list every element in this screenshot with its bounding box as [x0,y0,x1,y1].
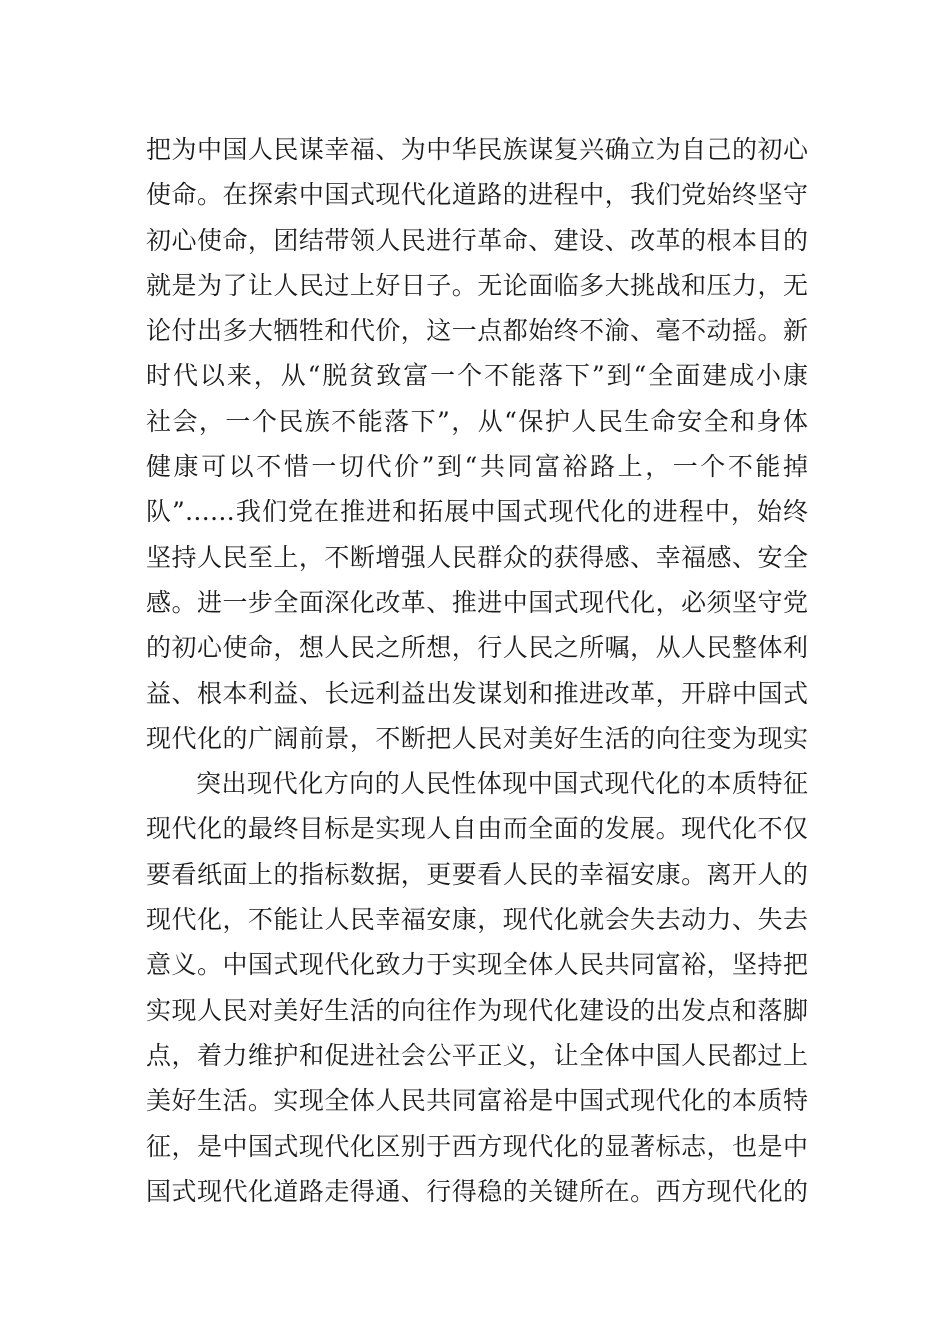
text-line: 现代化，不能让人民幸福安康，现代化就会失去动力、失去 [146,905,808,935]
text-line: 使命。在探索中国式现代化道路的进程中，我们党始终坚守 [146,180,808,210]
text-line: 健康可以不惜一切代价”到“共同富裕路上，一个不能掉 [146,452,808,482]
text-line: 时代以来，从“脱贫致富一个不能落下”到“全面建成小康 [146,361,808,391]
section-heading-line: 突出现代化方向的人民性体现中国式现代化的本质特征 [196,769,808,799]
text-line: 要看纸面上的指标数据，更要看人民的幸福安康。离开人的 [146,859,808,889]
text-line: 感。进一步全面深化改革、推进中国式现代化，必须坚守党 [146,587,808,617]
text-line: 征，是中国式现代化区别于西方现代化的显著标志，也是中 [146,1131,808,1161]
text-line: 现代化的广阔前景，不断把人民对美好生活的向往变为现实 [146,723,808,753]
text-line: 论付出多大牺牲和代价，这一点都始终不渝、毫不动摇。新 [146,316,808,346]
text-line: 美好生活。实现全体人民共同富裕是中国式现代化的本质特 [146,1086,808,1116]
text-line: 初心使命，团结带领人民进行革命、建设、改革的根本目的 [146,225,808,255]
text-line: 的初心使命，想人民之所想，行人民之所嘱，从人民整体利 [146,633,808,663]
text-line: 就是为了让人民过上好日子。无论面临多大挑战和压力，无 [146,270,808,300]
text-line: 队”……我们党在推进和拓展中国式现代化的进程中，始终 [146,497,808,527]
paragraph-2 [146,761,808,1214]
text-line: 国式现代化道路走得通、行得稳的关键所在。西方现代化的 [146,1176,808,1206]
text-line: 社会，一个民族不能落下”，从“保护人民生命安全和身体 [146,406,808,436]
text-line: 益、根本利益、长远利益出发谋划和推进改革，开辟中国式 [146,678,808,708]
body-text [146,127,808,1214]
paragraph-1 [146,127,808,761]
text-line: 意义。中国式现代化致力于实现全体人民共同富裕，坚持把 [146,950,808,980]
text-line: 现代化的最终目标是实现人自由而全面的发展。现代化不仅 [146,814,808,844]
text-line: 实现人民对美好生活的向往作为现代化建设的出发点和落脚 [146,995,808,1025]
text-line: 把为中国人民谋幸福、为中华民族谋复兴确立为自己的初心 [146,135,808,164]
text-line: 点，着力维护和促进社会公平正义，让全体中国人民都过上 [146,1040,808,1070]
text-line: 坚持人民至上，不断增强人民群众的获得感、幸福感、安全 [146,542,808,572]
